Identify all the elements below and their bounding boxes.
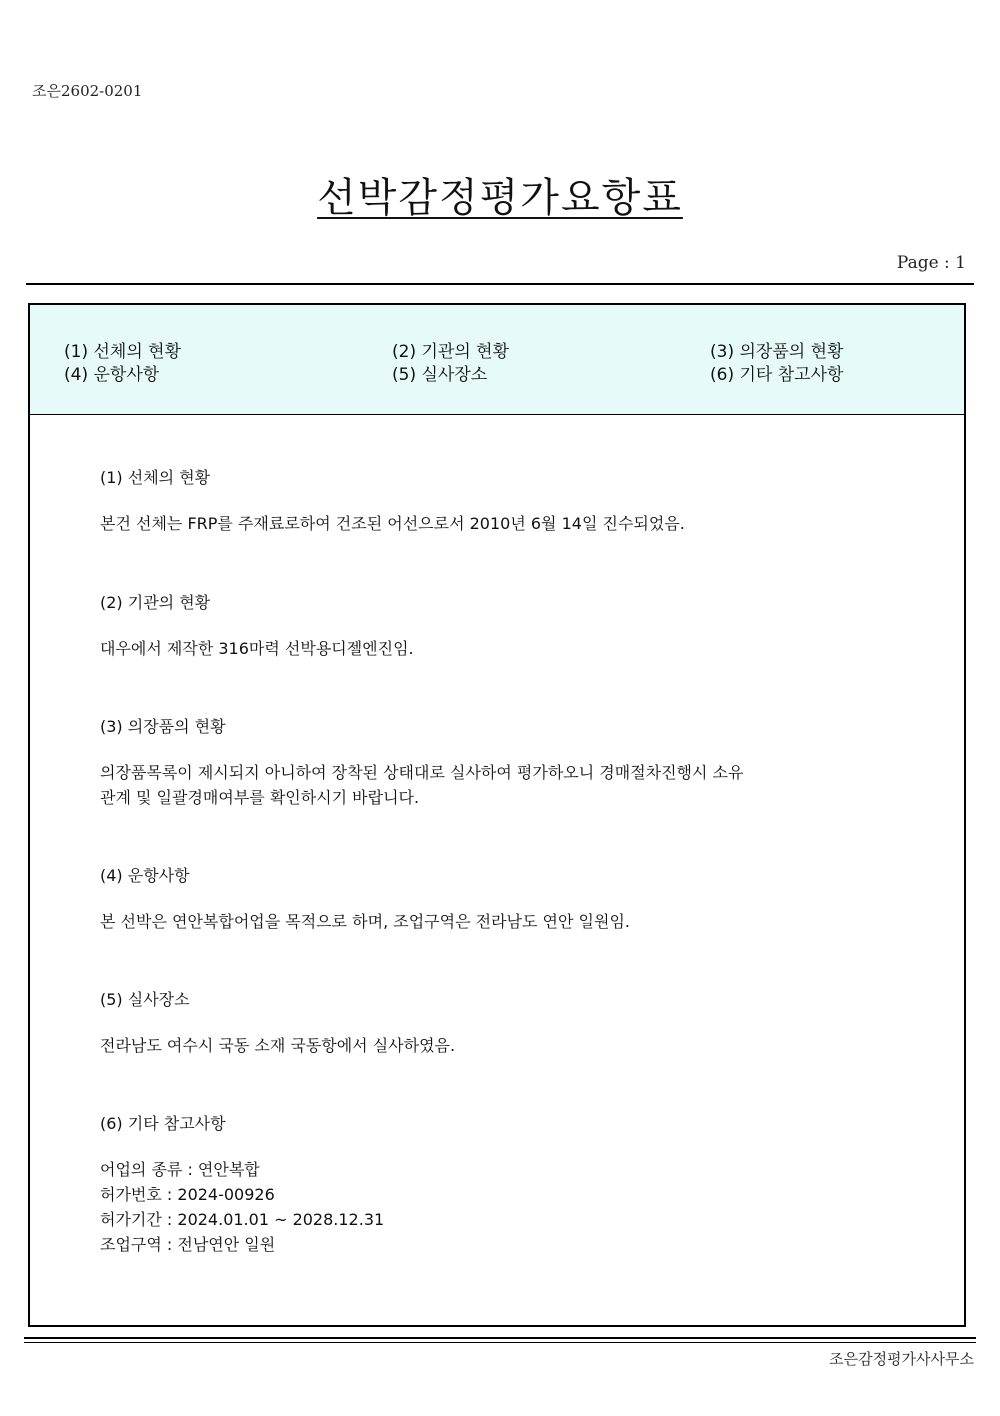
section-line: 전라남도 여수시 국동 소재 국동항에서 실사하였음. xyxy=(100,1036,456,1055)
toc-item-2: (2) 기관의 현황 xyxy=(392,342,509,362)
section-line: 의장품목록이 제시되지 아니하여 장착된 상태대로 실사하여 평가하오니 경매절차진행시 소유 xyxy=(100,763,744,782)
toc-item-4: (4) 운항사항 xyxy=(64,365,160,385)
office-name: 조은감정평가사사무소 xyxy=(829,1350,974,1368)
toc-item-1: (1) 선체의 현황 xyxy=(64,342,181,362)
section-heading-equipment: (3) 의장품의 현황 xyxy=(100,717,226,736)
section-heading-other-notes: (6) 기타 참고사항 xyxy=(100,1114,226,1133)
section-heading-inspection-site: (5) 실사장소 xyxy=(100,990,190,1009)
bottom-divider xyxy=(24,1337,976,1339)
top-divider xyxy=(26,283,974,285)
section-body-other-notes xyxy=(100,1157,910,1257)
toc-item-6: (6) 기타 참고사항 xyxy=(710,365,844,385)
section-line: 조업구역 : 전남연안 일원 xyxy=(100,1235,276,1254)
section-heading-operation: (4) 운항사항 xyxy=(100,866,190,885)
section-line: 관계 및 일괄경매여부를 확인하시기 바랍니다. xyxy=(100,788,420,807)
section-body-hull xyxy=(100,511,910,536)
document-title: 선박감정평가요항표 xyxy=(317,175,683,221)
section-line: 대우에서 제작한 316마력 선박용디젤엔진임. xyxy=(100,639,414,658)
content-frame xyxy=(28,303,966,1327)
section-heading-engine: (2) 기관의 현황 xyxy=(100,593,211,612)
section-line: 본 선박은 연안복합어업을 목적으로 하며, 조업구역은 전라남도 연안 일원임. xyxy=(100,912,630,931)
table-of-contents xyxy=(30,305,964,415)
section-body-operation xyxy=(100,909,910,934)
document-number: 조은2602-0201 xyxy=(32,82,143,100)
page-indicator: Page : 1 xyxy=(896,253,966,273)
section-line: 허가번호 : 2024-00926 xyxy=(100,1185,275,1204)
toc-item-3: (3) 의장품의 현황 xyxy=(710,342,844,362)
toc-item-5: (5) 실사장소 xyxy=(392,365,488,385)
section-line: 본건 선체는 FRP를 주재료로하여 건조된 어선으로서 2010년 6월 14일 진수되었음. xyxy=(100,514,685,533)
section-body-equipment xyxy=(100,760,910,810)
section-line: 허가기간 : 2024.01.01 ~ 2028.12.31 xyxy=(100,1210,385,1229)
section-body-inspection-site xyxy=(100,1033,910,1058)
section-heading-hull: (1) 선체의 현황 xyxy=(100,468,211,487)
bottom-divider-thin xyxy=(24,1342,976,1343)
document-title-container xyxy=(0,166,1000,223)
section-body-engine xyxy=(100,636,910,661)
section-line: 어업의 종류 : 연안복합 xyxy=(100,1160,260,1179)
